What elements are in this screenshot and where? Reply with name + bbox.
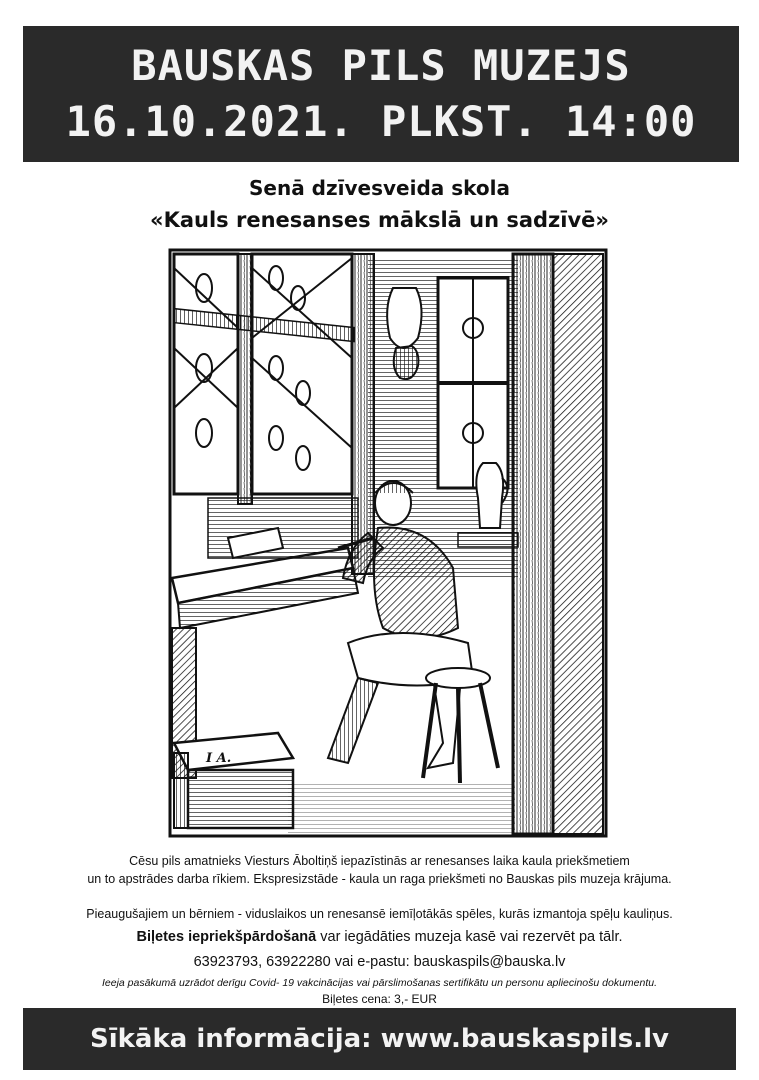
event-title: «Kauls renesanses mākslā un sadzīvē» — [150, 208, 609, 232]
tickets-info — [0, 929, 759, 945]
event-series-title: Senā dzīvesveida skola — [249, 176, 510, 200]
tickets-bold: Biļetes iepriekšpārdošanā — [136, 929, 317, 945]
games-info: Pieaugušajiem un bērniem - viduslaikos un renesansē iemīļotākās spēles, kurās izmantoja spēļu kauliņus. — [86, 907, 673, 921]
left-window — [174, 254, 354, 504]
labeled-box — [174, 733, 293, 828]
footer-banner — [23, 1008, 736, 1070]
header-banner — [23, 26, 739, 162]
more-info-link: Sīkāka informācija: www.bauskaspils.lv — [89, 1024, 670, 1054]
contacts: 63923793, 63922280 vai e-pastu: bauskaspils@bauska.lv — [193, 954, 566, 970]
tickets-rest: var iegādāties muzeja kasē vai rezervēt pa tālr. — [316, 929, 623, 945]
event-datetime: 16.10.2021. PLKST. 14:00 — [65, 97, 697, 146]
museum-title: BAUSKAS PILS MUZEJS — [131, 41, 631, 90]
ticket-price: Biļetes cena: 3,- EUR — [322, 992, 437, 1006]
box-label: I A. — [206, 751, 232, 766]
right-window — [438, 278, 508, 488]
description-line-2: un to apstrādes darba rīkiem. Ekspresizstāde - kaula un raga priekšmeti no Bauskas pils muzeja krājuma. — [87, 872, 672, 886]
description-line-1: Cēsu pils amatnieks Viesturs Āboltiņš iepazīstinās ar renesanses laika kaula priekšmetiem — [129, 854, 630, 868]
woodcut-illustration — [168, 248, 608, 838]
covid-notice: Ieeja pasākumā uzrādot derīgu Covid- 19 vakcinācijas vai pārslimošanas sertifikātu un personu apliecinošu dokumentu. — [101, 977, 658, 989]
